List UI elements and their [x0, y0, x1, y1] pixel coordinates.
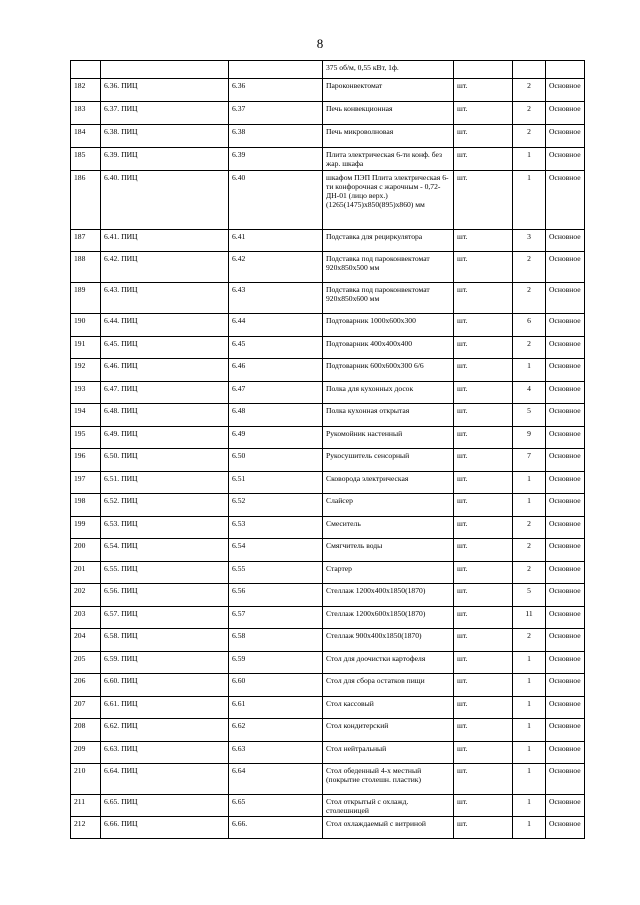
table-row: [71, 674, 585, 697]
table-row: [71, 494, 585, 517]
cell-code: 6.46. ПИЦ: [101, 359, 229, 382]
cell-code: 6.53. ПИЦ: [101, 517, 229, 539]
table-row: [71, 719, 585, 742]
table-row: [71, 359, 585, 382]
cell-qty: [513, 61, 546, 79]
cell-ref: 6.55: [229, 562, 323, 584]
cell-n: 203: [71, 607, 101, 629]
cell-ref: 6.50: [229, 449, 323, 472]
cell-code: 6.38. ПИЦ: [101, 125, 229, 148]
cell-unit: шт.: [454, 449, 513, 472]
cell-desc: Полка кухонная открытая: [323, 404, 454, 427]
cell-unit: шт.: [454, 404, 513, 427]
table-row: [71, 230, 585, 252]
cell-type: Основное: [546, 607, 585, 629]
cell-unit: шт.: [454, 584, 513, 607]
cell-qty: 1: [513, 472, 546, 494]
cell-type: Основное: [546, 125, 585, 148]
cell-qty: 4: [513, 382, 546, 404]
table-row: [71, 764, 585, 795]
cell-type: Основное: [546, 79, 585, 102]
cell-desc: Рукосушитель сенсорный: [323, 449, 454, 472]
cell-qty: 2: [513, 252, 546, 283]
cell-n: 192: [71, 359, 101, 382]
cell-n: 212: [71, 817, 101, 839]
table-row: [71, 539, 585, 562]
cell-ref: 6.59: [229, 652, 323, 674]
cell-qty: 2: [513, 125, 546, 148]
cell-n: 184: [71, 125, 101, 148]
cell-n: 194: [71, 404, 101, 427]
cell-type: Основное: [546, 337, 585, 359]
cell-code: 6.61. ПИЦ: [101, 697, 229, 719]
cell-desc: Стол кондитерский: [323, 719, 454, 742]
cell-n: 199: [71, 517, 101, 539]
cell-n: [71, 61, 101, 79]
cell-qty: 5: [513, 584, 546, 607]
cell-desc: Печь микроволновая: [323, 125, 454, 148]
cell-qty: 9: [513, 427, 546, 449]
cell-qty: 2: [513, 562, 546, 584]
cell-desc: Рукомойник настенный: [323, 427, 454, 449]
cell-unit: шт.: [454, 125, 513, 148]
cell-qty: 11: [513, 607, 546, 629]
cell-ref: 6.64: [229, 764, 323, 795]
cell-qty: 2: [513, 337, 546, 359]
cell-desc: Подставка для рециркулятора: [323, 230, 454, 252]
table-row: [71, 629, 585, 652]
table-row: [71, 697, 585, 719]
cell-type: Основное: [546, 494, 585, 517]
cell-desc: Стол для доочистки картофеля: [323, 652, 454, 674]
cell-type: Основное: [546, 283, 585, 314]
cell-type: Основное: [546, 817, 585, 839]
cell-desc: Стеллаж 1200х600х1850(1870): [323, 607, 454, 629]
cell-qty: 2: [513, 283, 546, 314]
cell-unit: шт.: [454, 652, 513, 674]
cell-n: 187: [71, 230, 101, 252]
cell-ref: 6.52: [229, 494, 323, 517]
cell-code: 6.57. ПИЦ: [101, 607, 229, 629]
cell-type: Основное: [546, 230, 585, 252]
cell-code: 6.64. ПИЦ: [101, 764, 229, 795]
cell-unit: шт.: [454, 252, 513, 283]
cell-unit: шт.: [454, 742, 513, 764]
table-row: [71, 607, 585, 629]
cell-qty: 2: [513, 539, 546, 562]
cell-type: Основное: [546, 742, 585, 764]
cell-ref: 6.49: [229, 427, 323, 449]
cell-type: Основное: [546, 148, 585, 171]
cell-code: 6.63. ПИЦ: [101, 742, 229, 764]
cell-unit: шт.: [454, 102, 513, 125]
cell-n: 189: [71, 283, 101, 314]
cell-ref: 6.46: [229, 359, 323, 382]
cell-unit: шт.: [454, 629, 513, 652]
cell-desc: Стол охлаждаемый с витриной: [323, 817, 454, 839]
cell-type: Основное: [546, 472, 585, 494]
cell-ref: 6.60: [229, 674, 323, 697]
cell-desc: Стол кассовый: [323, 697, 454, 719]
cell-n: 190: [71, 314, 101, 337]
cell-desc: 375 об/м, 0,55 кВт, 1ф.: [323, 61, 454, 79]
cell-type: Основное: [546, 382, 585, 404]
cell-type: Основное: [546, 517, 585, 539]
cell-code: 6.39. ПИЦ: [101, 148, 229, 171]
cell-type: Основное: [546, 584, 585, 607]
cell-ref: 6.43: [229, 283, 323, 314]
cell-ref: 6.36: [229, 79, 323, 102]
cell-ref: 6.54: [229, 539, 323, 562]
table-row: [71, 171, 585, 230]
cell-qty: 1: [513, 148, 546, 171]
cell-n: 208: [71, 719, 101, 742]
cell-desc: Стол обеденный 4-х местный (покрытие столешн. пластик): [323, 764, 454, 795]
cell-desc: Подставка под пароконвектомат 920х850х600 мм: [323, 283, 454, 314]
cell-type: [546, 61, 585, 79]
cell-n: 185: [71, 148, 101, 171]
cell-n: 207: [71, 697, 101, 719]
cell-qty: 3: [513, 230, 546, 252]
cell-n: 195: [71, 427, 101, 449]
cell-code: 6.54. ПИЦ: [101, 539, 229, 562]
cell-code: 6.62. ПИЦ: [101, 719, 229, 742]
cell-ref: 6.38: [229, 125, 323, 148]
cell-code: 6.55. ПИЦ: [101, 562, 229, 584]
table-row: [71, 79, 585, 102]
cell-code: 6.49. ПИЦ: [101, 427, 229, 449]
table-row: [71, 817, 585, 839]
cell-code: 6.40. ПИЦ: [101, 171, 229, 230]
table-row: [71, 314, 585, 337]
cell-ref: 6.45: [229, 337, 323, 359]
cell-qty: 1: [513, 697, 546, 719]
cell-qty: 1: [513, 494, 546, 517]
cell-type: Основное: [546, 764, 585, 795]
cell-type: Основное: [546, 539, 585, 562]
cell-code: 6.44. ПИЦ: [101, 314, 229, 337]
cell-n: 210: [71, 764, 101, 795]
cell-type: Основное: [546, 449, 585, 472]
cell-unit: шт.: [454, 171, 513, 230]
cell-desc: Стол нейтральный: [323, 742, 454, 764]
cell-unit: шт.: [454, 539, 513, 562]
cell-desc: Стол для сбора остатков пищи: [323, 674, 454, 697]
table-row: [71, 742, 585, 764]
cell-qty: 1: [513, 742, 546, 764]
cell-unit: шт.: [454, 719, 513, 742]
cell-ref: 6.66.: [229, 817, 323, 839]
cell-unit: шт.: [454, 427, 513, 449]
cell-type: Основное: [546, 252, 585, 283]
cell-desc: Сковорода электрическая: [323, 472, 454, 494]
cell-n: 188: [71, 252, 101, 283]
cell-unit: шт.: [454, 697, 513, 719]
cell-ref: 6.39: [229, 148, 323, 171]
cell-type: Основное: [546, 697, 585, 719]
cell-type: Основное: [546, 314, 585, 337]
cell-ref: 6.40: [229, 171, 323, 230]
cell-desc: Стол открытый с охлажд. столешницей: [323, 795, 454, 817]
cell-code: 6.36. ПИЦ: [101, 79, 229, 102]
table-row: [71, 472, 585, 494]
cell-qty: 1: [513, 359, 546, 382]
cell-desc: Подтоварник 1000х600х300: [323, 314, 454, 337]
cell-qty: 1: [513, 674, 546, 697]
cell-ref: 6.51: [229, 472, 323, 494]
cell-qty: 1: [513, 171, 546, 230]
cell-code: [101, 61, 229, 79]
cell-unit: [454, 61, 513, 79]
cell-unit: шт.: [454, 494, 513, 517]
cell-ref: 6.41: [229, 230, 323, 252]
cell-type: Основное: [546, 404, 585, 427]
cell-unit: шт.: [454, 817, 513, 839]
cell-ref: 6.63: [229, 742, 323, 764]
cell-desc: Стартер: [323, 562, 454, 584]
cell-unit: шт.: [454, 314, 513, 337]
cell-desc: Подтоварник 600х600х300 6/6: [323, 359, 454, 382]
cell-unit: шт.: [454, 674, 513, 697]
table-row: [71, 449, 585, 472]
cell-code: 6.59. ПИЦ: [101, 652, 229, 674]
cell-type: Основное: [546, 171, 585, 230]
cell-desc: Стеллаж 900х400х1850(1870): [323, 629, 454, 652]
table-row: [71, 652, 585, 674]
cell-desc: Смеситель: [323, 517, 454, 539]
cell-unit: шт.: [454, 764, 513, 795]
cell-qty: 2: [513, 79, 546, 102]
table-row: [71, 404, 585, 427]
cell-qty: 1: [513, 817, 546, 839]
cell-unit: шт.: [454, 607, 513, 629]
cell-qty: 1: [513, 795, 546, 817]
cell-ref: 6.65: [229, 795, 323, 817]
cell-n: 200: [71, 539, 101, 562]
table-row-continuation: [71, 61, 585, 79]
cell-desc: Стеллаж 1200х400х1850(1870): [323, 584, 454, 607]
cell-unit: шт.: [454, 283, 513, 314]
cell-unit: шт.: [454, 79, 513, 102]
cell-n: 183: [71, 102, 101, 125]
table-row: [71, 337, 585, 359]
cell-code: 6.42. ПИЦ: [101, 252, 229, 283]
cell-n: 198: [71, 494, 101, 517]
cell-desc: Плита электрическая 6-ти конф. без жар. шкафа: [323, 148, 454, 171]
cell-qty: 2: [513, 629, 546, 652]
cell-ref: [229, 61, 323, 79]
cell-n: 191: [71, 337, 101, 359]
cell-code: 6.41. ПИЦ: [101, 230, 229, 252]
cell-code: 6.45. ПИЦ: [101, 337, 229, 359]
equipment-table: [70, 60, 585, 839]
cell-unit: шт.: [454, 337, 513, 359]
cell-ref: 6.61: [229, 697, 323, 719]
cell-code: 6.47. ПИЦ: [101, 382, 229, 404]
table-row: [71, 382, 585, 404]
cell-n: 182: [71, 79, 101, 102]
page-number: 8: [316, 36, 324, 51]
cell-code: 6.58. ПИЦ: [101, 629, 229, 652]
cell-code: 6.56. ПИЦ: [101, 584, 229, 607]
cell-unit: шт.: [454, 230, 513, 252]
cell-qty: 6: [513, 314, 546, 337]
cell-code: 6.51. ПИЦ: [101, 472, 229, 494]
table-row: [71, 102, 585, 125]
cell-n: 186: [71, 171, 101, 230]
cell-desc: Подтоварник 400х400х400: [323, 337, 454, 359]
cell-type: Основное: [546, 719, 585, 742]
cell-unit: шт.: [454, 795, 513, 817]
cell-qty: 5: [513, 404, 546, 427]
cell-code: 6.50. ПИЦ: [101, 449, 229, 472]
cell-ref: 6.37: [229, 102, 323, 125]
cell-type: Основное: [546, 427, 585, 449]
cell-unit: шт.: [454, 472, 513, 494]
cell-desc: Слайсер: [323, 494, 454, 517]
cell-ref: 6.47: [229, 382, 323, 404]
cell-n: 211: [71, 795, 101, 817]
cell-type: Основное: [546, 562, 585, 584]
table-row: [71, 252, 585, 283]
cell-qty: 2: [513, 517, 546, 539]
cell-qty: 1: [513, 652, 546, 674]
cell-desc: Подставка под пароконвектомат 920х850х500 мм: [323, 252, 454, 283]
cell-ref: 6.57: [229, 607, 323, 629]
cell-type: Основное: [546, 652, 585, 674]
table-row: [71, 125, 585, 148]
cell-code: 6.60. ПИЦ: [101, 674, 229, 697]
table-row: [71, 562, 585, 584]
cell-desc: Пароконвектомат: [323, 79, 454, 102]
cell-n: 201: [71, 562, 101, 584]
cell-type: Основное: [546, 359, 585, 382]
cell-n: 204: [71, 629, 101, 652]
cell-n: 209: [71, 742, 101, 764]
cell-code: 6.48. ПИЦ: [101, 404, 229, 427]
table-row: [71, 517, 585, 539]
cell-qty: 1: [513, 719, 546, 742]
cell-n: 193: [71, 382, 101, 404]
cell-n: 206: [71, 674, 101, 697]
cell-code: 6.37. ПИЦ: [101, 102, 229, 125]
cell-ref: 6.58: [229, 629, 323, 652]
cell-desc: Смягчитель воды: [323, 539, 454, 562]
cell-unit: шт.: [454, 562, 513, 584]
cell-n: 197: [71, 472, 101, 494]
cell-code: 6.65. ПИЦ: [101, 795, 229, 817]
cell-n: 202: [71, 584, 101, 607]
cell-n: 196: [71, 449, 101, 472]
cell-unit: шт.: [454, 382, 513, 404]
table-row: [71, 283, 585, 314]
cell-ref: 6.44: [229, 314, 323, 337]
cell-desc: Полка для кухонных досок: [323, 382, 454, 404]
table-row: [71, 427, 585, 449]
cell-ref: 6.62: [229, 719, 323, 742]
cell-code: 6.66. ПИЦ: [101, 817, 229, 839]
cell-desc: Печь конвекционная: [323, 102, 454, 125]
cell-qty: 1: [513, 764, 546, 795]
table-row: [71, 795, 585, 817]
cell-ref: 6.56: [229, 584, 323, 607]
cell-n: 205: [71, 652, 101, 674]
cell-unit: шт.: [454, 359, 513, 382]
cell-type: Основное: [546, 102, 585, 125]
cell-qty: 7: [513, 449, 546, 472]
cell-desc: шкафом ПЭП Плита электрическая 6-ти конфорочная с жарочным - 0,72-ДН-01 (лицо верх.) (1265(1475)х850(895)х860) мм: [323, 171, 454, 230]
table-row: [71, 148, 585, 171]
cell-code: 6.52. ПИЦ: [101, 494, 229, 517]
cell-type: Основное: [546, 795, 585, 817]
cell-ref: 6.42: [229, 252, 323, 283]
cell-ref: 6.53: [229, 517, 323, 539]
cell-code: 6.43. ПИЦ: [101, 283, 229, 314]
cell-unit: шт.: [454, 517, 513, 539]
cell-type: Основное: [546, 674, 585, 697]
cell-ref: 6.48: [229, 404, 323, 427]
table-row: [71, 584, 585, 607]
cell-unit: шт.: [454, 148, 513, 171]
cell-qty: 2: [513, 102, 546, 125]
cell-type: Основное: [546, 629, 585, 652]
